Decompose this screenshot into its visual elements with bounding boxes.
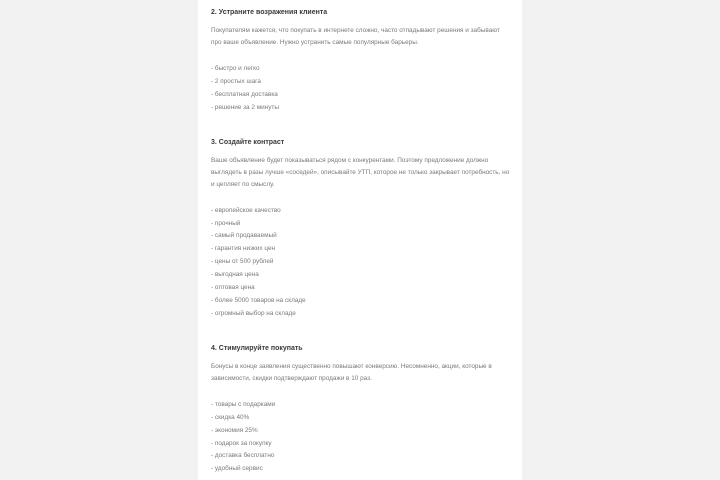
section-heading: 2. Устраните возражения клиента bbox=[211, 9, 328, 16]
list-item: - выгодная цена bbox=[211, 271, 259, 279]
bullet-list bbox=[211, 205, 510, 321]
bullet-list bbox=[211, 63, 510, 115]
list-item: - более 5000 товаров на складе bbox=[211, 296, 306, 304]
list-item: - решение за 2 минуты bbox=[211, 103, 279, 111]
list-item: - оптовая цена bbox=[211, 284, 255, 292]
section-paragraph: Покупателям кажется, что покупать в интернете сложно, часто отпадывают решения и забывают про ваше объявление. Нужно устранить самые популярные барьеры. bbox=[211, 27, 500, 46]
list-item: - бесплатная доставка bbox=[211, 90, 278, 98]
list-item: - огромный выбор на складе bbox=[211, 309, 296, 317]
article-page bbox=[198, 0, 522, 480]
section-paragraph: Ваше объявление будет показываться рядом с конкурентами. Поэтому предложение должно выглядеть в разы лучше «соседей», описывайте УТП, которое не только закрывает потребность, но и цепляет по смыслу. bbox=[211, 156, 510, 188]
section-contrast bbox=[211, 138, 510, 321]
section-paragraph: Бонусы в конце заявления существенно повышают конверсию. Несомненно, акции, которые в зависимости, скидки подтверждают продажи в 10 раз. bbox=[211, 362, 492, 382]
list-item: - 2 простых шага bbox=[211, 77, 261, 85]
list-item: - скидка 40% bbox=[211, 413, 250, 421]
list-item: - товары с подарками bbox=[211, 400, 276, 408]
list-item: - подарок за покупку bbox=[211, 439, 272, 447]
list-item: - доставка бесплатно bbox=[211, 452, 275, 460]
list-item: - удобный сервис bbox=[211, 465, 263, 473]
section-objections bbox=[211, 8, 510, 115]
section-heading: 3. Создайте контраст bbox=[211, 138, 285, 146]
list-item: - гарантия низких цен bbox=[211, 245, 276, 253]
section-heading: 4. Стимулируйте покупать bbox=[211, 344, 303, 352]
list-item: - прочный bbox=[211, 219, 241, 227]
bullet-list bbox=[211, 399, 510, 476]
section-stimulate bbox=[211, 344, 510, 476]
list-item: - цены от 500 рублей bbox=[211, 258, 274, 266]
list-item: - экономия 25% bbox=[211, 426, 258, 434]
article-content bbox=[198, 0, 522, 476]
list-item: - быстро и легко bbox=[211, 65, 260, 72]
list-item: - европейское качество bbox=[211, 206, 281, 214]
list-item: - самый продаваемый bbox=[211, 232, 277, 240]
